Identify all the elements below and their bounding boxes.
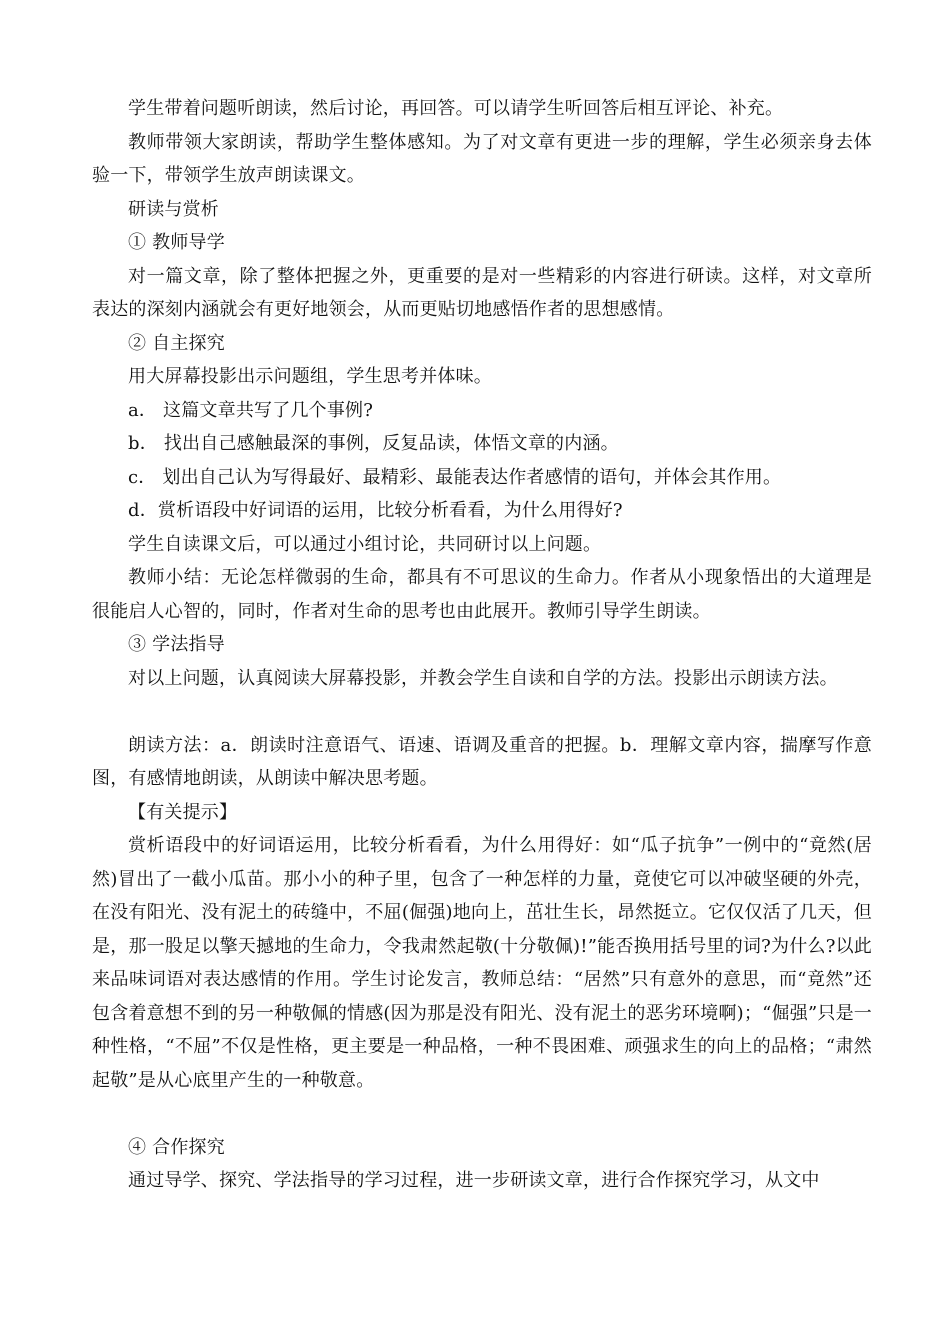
- paragraph-listening-discussion: 学生带着问题听朗读，然后讨论，再回答。可以请学生听回答后相互评论、补充。: [128, 98, 784, 119]
- question-c: c． 划出自己认为写得最好、最精彩、最能表达作者感情的语句，并体会其作用。: [128, 466, 782, 488]
- paragraph-teacher-reading: 教师带领大家朗读，帮助学生整体感知。为了对文章有更进一步的理解，学生必须亲身去体验一下，带领学生放声朗读课文。: [92, 131, 872, 186]
- paragraph-method-instruction: 对以上问题，认真阅读大屏幕投影，并教会学生自读和自学的方法。投影出示朗读方法。: [128, 667, 838, 689]
- section-heading-study-appreciation: 研读与赏析: [128, 198, 219, 220]
- paragraph-word-appreciation: 赏析语段中的好词语运用，比较分析看看，为什么用得好：如“瓜子抗争”一例中的“竟然(居然)冒出了一截小瓜苗。那小小的种子里，包含了一种怎样的力量，竟使它可以冲破坚硬的外壳，在没有阳光、没有泥土的砖缝中，不屈(倔强)地向上，茁壮生长，昂然挺立。它仅仅活了几天，但是，那一股足以擎天撼地的生命力，令我肃然起敬(十分敬佩)!”能否换用括号里的词?为什么?以此来品味词语对表达感情的作用。学生讨论发言，教师总结：“居然”只有意外的意思，而“竟然”还包含着意想不到的另一种敬佩的情感(因为那是没有阳光、没有泥土的恶劣环境啊)；“倔强”只是一种性格，“不屈”不仅是性格，更主要是一种品格，一种不畏困难、顽强求生的向上的品格；“肃然起敬”是从心底里产生的一种敬意。: [92, 835, 872, 1091]
- paragraph-cooperative-study: 通过导学、探究、学法指导的学习过程，进一步研读文章，进行合作探究学习，从文中: [128, 1170, 820, 1191]
- subheading-cooperative-exploration: ④ 合作探究: [128, 1136, 225, 1158]
- document-page: [92, 92, 872, 1198]
- subheading-related-tips: 【有关提示】: [128, 801, 238, 823]
- question-a: a． 这篇文章共写了几个事例?: [128, 399, 374, 421]
- paragraph-projection-questions: 用大屏幕投影出示问题组，学生思考并体味。: [128, 366, 492, 387]
- paragraph-teacher-summary: 教师小结：无论怎样微弱的生命，都具有不可思议的生命力。作者从小现象悟出的大道理是很能启人心智的，同时，作者对生命的思考也由此展开。教师引导学生朗读。: [92, 567, 872, 622]
- blank-line: [92, 1097, 872, 1131]
- question-b: b． 找出自己感触最深的事例，反复品读，体悟文章的内涵。: [128, 433, 619, 454]
- paragraph-group-discussion: 学生自读课文后，可以通过小组讨论，共同研讨以上问题。: [128, 533, 602, 555]
- subheading-study-method: ③ 学法指导: [128, 634, 225, 655]
- blank-line: [92, 695, 872, 729]
- subheading-teacher-guidance: ① 教师导学: [128, 232, 225, 253]
- paragraph-reading-method: 朗读方法：a．朗读时注意语气、语速、语调及重音的把握。b．理解文章内容，揣摩写作意图，有感情地朗读，从朗读中解决思考题。: [92, 734, 872, 789]
- paragraph-close-reading: 对一篇文章，除了整体把握之外，更重要的是对一些精彩的内容进行研读。这样，对文章所表达的深刻内涵就会有更好地领会，从而更贴切地感悟作者的思想感情。: [92, 265, 872, 320]
- question-d: d．赏析语段中好词语的运用，比较分析看看，为什么用得好?: [128, 500, 623, 521]
- subheading-self-exploration: ② 自主探究: [128, 332, 225, 354]
